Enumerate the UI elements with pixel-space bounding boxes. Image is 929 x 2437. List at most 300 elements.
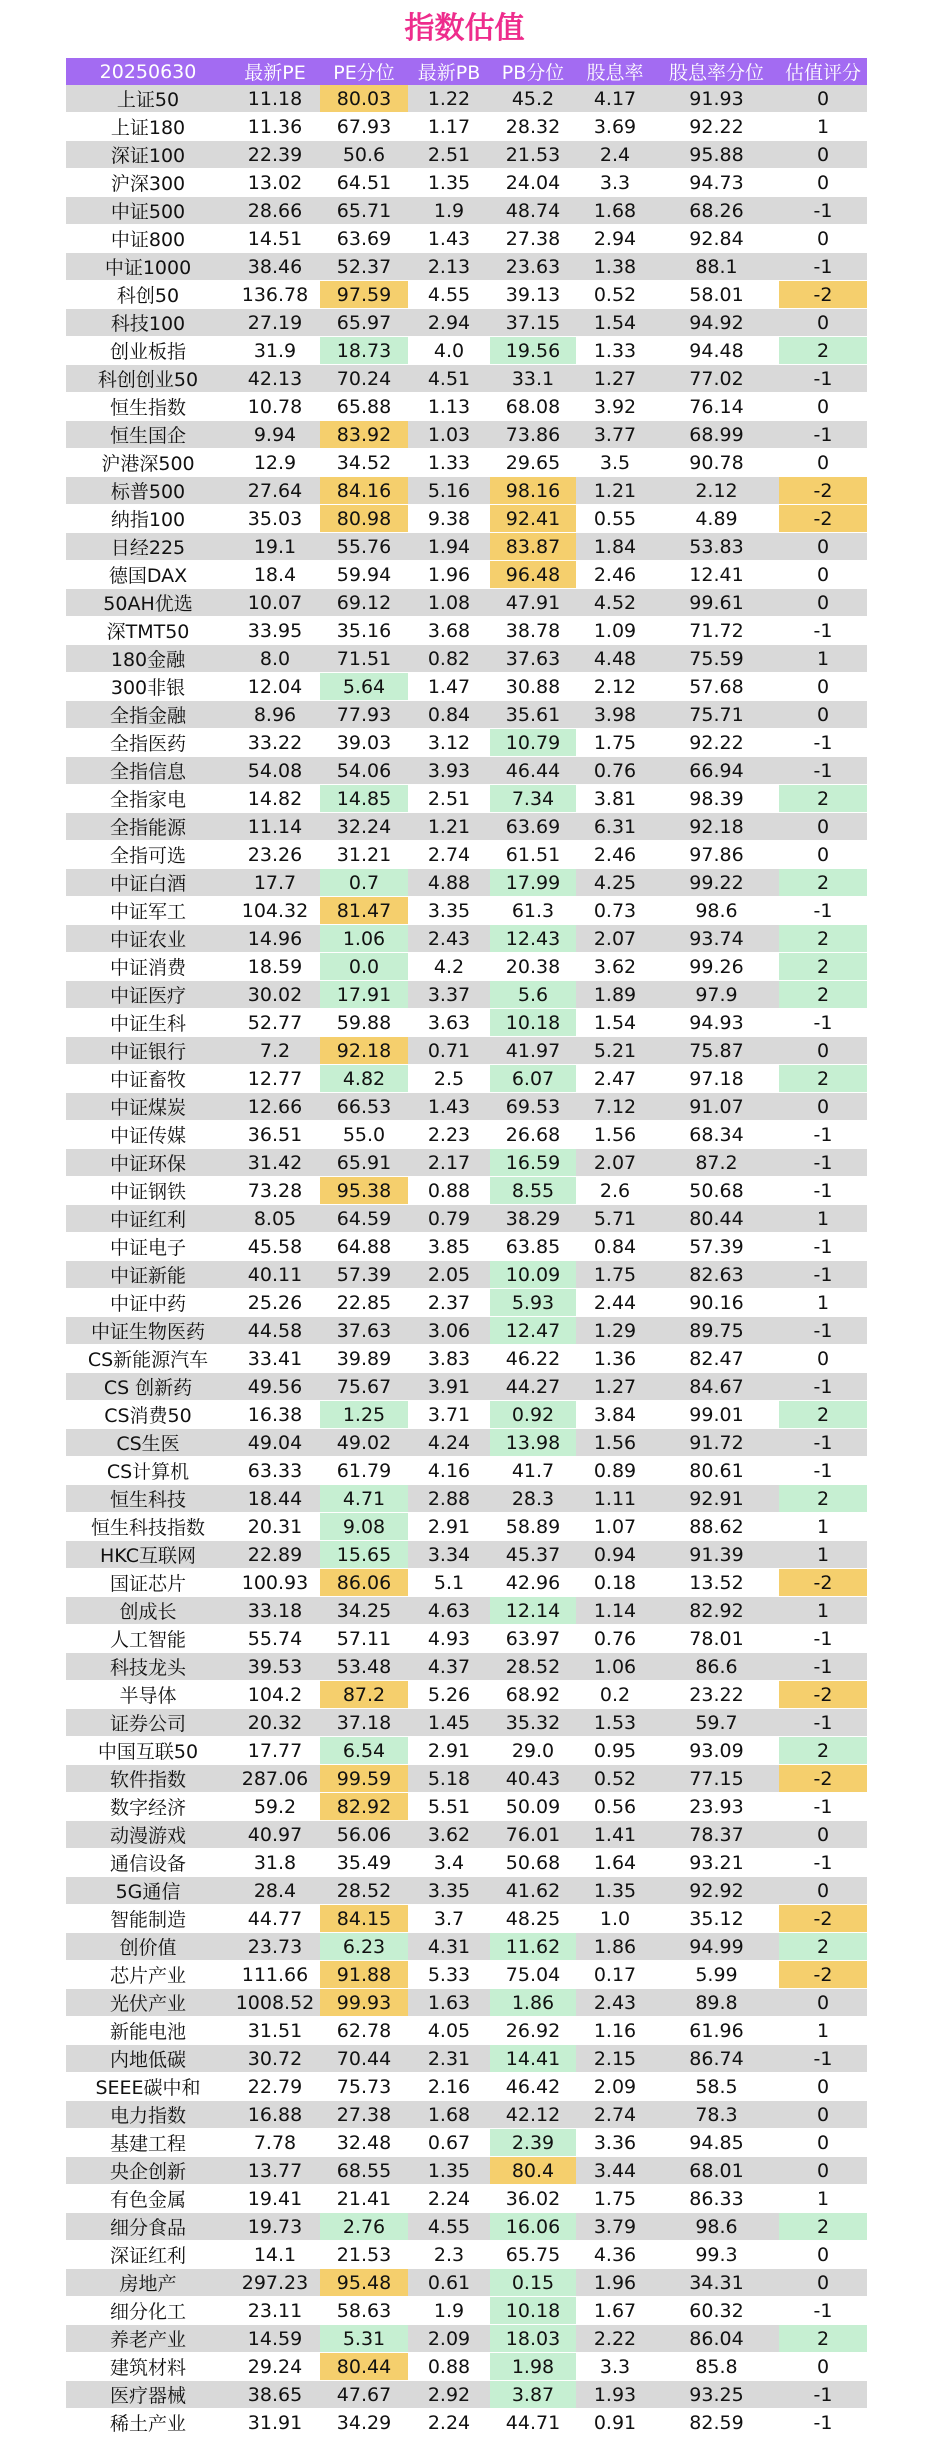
cell-dividend-percentile: 78.37 (654, 1821, 779, 1849)
cell-pe: 31.8 (230, 1849, 320, 1877)
table-row (66, 337, 867, 365)
cell-pb: 1.43 (408, 225, 490, 253)
cell-pe-percentile: 54.06 (320, 757, 408, 785)
cell-pe-percentile: 47.67 (320, 2381, 408, 2409)
cell-pb-percentile: 35.32 (490, 1709, 576, 1737)
cell-pe-percentile: 17.91 (320, 981, 408, 1009)
cell-dividend-yield: 1.14 (576, 1597, 654, 1625)
table-row (66, 1513, 867, 1541)
table-row (66, 2241, 867, 2269)
cell-valuation-score: 2 (779, 981, 867, 1009)
cell-valuation-score: 0 (779, 393, 867, 421)
cell-pb: 1.35 (408, 2157, 490, 2185)
cell-pe: 7.2 (230, 1037, 320, 1065)
cell-pb-percentile: 14.41 (490, 2045, 576, 2073)
cell-pb-percentile: 8.55 (490, 1177, 576, 1205)
cell-pb-percentile: 21.53 (490, 141, 576, 169)
cell-dividend-yield: 1.0 (576, 1905, 654, 1933)
cell-dividend-yield: 2.43 (576, 1989, 654, 2017)
cell-index-name: 人工智能 (66, 1625, 230, 1653)
cell-pb-percentile: 76.01 (490, 1821, 576, 1849)
table-row (66, 1037, 867, 1065)
cell-dividend-yield: 2.74 (576, 2101, 654, 2129)
cell-pe: 31.91 (230, 2409, 320, 2437)
cell-pb: 2.51 (408, 141, 490, 169)
cell-pe: 297.23 (230, 2269, 320, 2297)
cell-dividend-yield: 0.18 (576, 1569, 654, 1597)
cell-dividend-percentile: 86.6 (654, 1653, 779, 1681)
cell-valuation-score: 0 (779, 561, 867, 589)
cell-pe-percentile: 35.49 (320, 1849, 408, 1877)
cell-dividend-yield: 1.53 (576, 1709, 654, 1737)
cell-pe-percentile: 81.47 (320, 897, 408, 925)
cell-pe-percentile: 65.71 (320, 197, 408, 225)
cell-pe: 39.53 (230, 1653, 320, 1681)
cell-index-name: 中证电子 (66, 1233, 230, 1261)
cell-dividend-yield: 0.84 (576, 1233, 654, 1261)
cell-dividend-percentile: 78.3 (654, 2101, 779, 2129)
header-pb-percentile: PB分位 (490, 58, 576, 85)
table-row (66, 673, 867, 701)
cell-pe-percentile: 5.64 (320, 673, 408, 701)
cell-pb: 4.24 (408, 1429, 490, 1457)
table-row (66, 2017, 867, 2045)
cell-pb: 0.61 (408, 2269, 490, 2297)
cell-pb-percentile: 47.91 (490, 589, 576, 617)
cell-index-name: 中国互联50 (66, 1737, 230, 1765)
cell-index-name: 动漫游戏 (66, 1821, 230, 1849)
cell-dividend-percentile: 93.09 (654, 1737, 779, 1765)
cell-index-name: 稀土产业 (66, 2409, 230, 2437)
cell-pe: 9.94 (230, 421, 320, 449)
cell-pb-percentile: 28.52 (490, 1653, 576, 1681)
cell-pe-percentile: 57.39 (320, 1261, 408, 1289)
cell-pb-percentile: 40.43 (490, 1765, 576, 1793)
cell-valuation-score: 0 (779, 701, 867, 729)
cell-dividend-percentile: 94.99 (654, 1933, 779, 1961)
table-row (66, 1233, 867, 1261)
cell-pe-percentile: 39.89 (320, 1345, 408, 1373)
cell-valuation-score: -1 (779, 1653, 867, 1681)
table-row (66, 2045, 867, 2073)
table-row (66, 1345, 867, 1373)
cell-pb: 4.37 (408, 1653, 490, 1681)
cell-dividend-yield: 2.47 (576, 1065, 654, 1093)
cell-pb-percentile: 30.88 (490, 673, 576, 701)
cell-dividend-percentile: 23.22 (654, 1681, 779, 1709)
cell-pb: 0.88 (408, 1177, 490, 1205)
table-row (66, 729, 867, 757)
cell-pe-percentile: 80.03 (320, 85, 408, 113)
cell-dividend-yield: 0.17 (576, 1961, 654, 1989)
cell-pb: 1.17 (408, 113, 490, 141)
cell-dividend-percentile: 92.91 (654, 1485, 779, 1513)
table-row (66, 1625, 867, 1653)
cell-pe: 14.1 (230, 2241, 320, 2269)
cell-dividend-percentile: 80.61 (654, 1457, 779, 1485)
cell-pe: 17.77 (230, 1737, 320, 1765)
cell-pe-percentile: 52.37 (320, 253, 408, 281)
cell-valuation-score: 0 (779, 2269, 867, 2297)
cell-dividend-yield: 2.94 (576, 225, 654, 253)
cell-dividend-percentile: 80.44 (654, 1205, 779, 1233)
cell-pb: 3.4 (408, 1849, 490, 1877)
cell-valuation-score: -2 (779, 1961, 867, 1989)
cell-index-name: 中证钢铁 (66, 1177, 230, 1205)
header-pe-percentile: PE分位 (320, 58, 408, 85)
cell-pe-percentile: 14.85 (320, 785, 408, 813)
cell-index-name: 软件指数 (66, 1765, 230, 1793)
cell-index-name: SEEE碳中和 (66, 2073, 230, 2101)
cell-pe-percentile: 15.65 (320, 1541, 408, 1569)
cell-dividend-yield: 1.27 (576, 365, 654, 393)
cell-pb-percentile: 33.1 (490, 365, 576, 393)
cell-valuation-score: 2 (779, 1933, 867, 1961)
cell-pe-percentile: 63.69 (320, 225, 408, 253)
cell-pb: 2.37 (408, 1289, 490, 1317)
cell-valuation-score: -2 (779, 1905, 867, 1933)
cell-valuation-score: 0 (779, 2241, 867, 2269)
cell-pe-percentile: 2.76 (320, 2213, 408, 2241)
table-row (66, 869, 867, 897)
cell-pb: 3.35 (408, 897, 490, 925)
cell-pe-percentile: 99.59 (320, 1765, 408, 1793)
cell-pe-percentile: 65.88 (320, 393, 408, 421)
cell-pe: 10.07 (230, 589, 320, 617)
table-row (66, 197, 867, 225)
cell-pb-percentile: 44.71 (490, 2409, 576, 2437)
cell-pb: 0.71 (408, 1037, 490, 1065)
cell-index-name: 光伏产业 (66, 1989, 230, 2017)
cell-pb: 2.74 (408, 841, 490, 869)
cell-pe: 33.22 (230, 729, 320, 757)
cell-pb-percentile: 39.13 (490, 281, 576, 309)
table-row (66, 1905, 867, 1933)
cell-index-name: 上证180 (66, 113, 230, 141)
cell-pb: 4.51 (408, 365, 490, 393)
cell-pe-percentile: 4.82 (320, 1065, 408, 1093)
cell-index-name: 电力指数 (66, 2101, 230, 2129)
cell-pb: 0.88 (408, 2353, 490, 2381)
cell-index-name: 央企创新 (66, 2157, 230, 2185)
table-row (66, 1877, 867, 1905)
cell-pe: 38.46 (230, 253, 320, 281)
cell-pb-percentile: 46.42 (490, 2073, 576, 2101)
cell-dividend-percentile: 77.02 (654, 365, 779, 393)
cell-dividend-yield: 4.36 (576, 2241, 654, 2269)
cell-dividend-percentile: 99.61 (654, 589, 779, 617)
cell-pb: 1.9 (408, 197, 490, 225)
cell-pe: 63.33 (230, 1457, 320, 1485)
cell-valuation-score: 0 (779, 1345, 867, 1373)
cell-dividend-yield: 0.91 (576, 2409, 654, 2437)
cell-dividend-yield: 2.09 (576, 2073, 654, 2101)
cell-dividend-yield: 0.76 (576, 757, 654, 785)
cell-dividend-percentile: 91.93 (654, 85, 779, 113)
cell-index-name: 中证银行 (66, 1037, 230, 1065)
cell-dividend-yield: 2.12 (576, 673, 654, 701)
cell-valuation-score: 0 (779, 533, 867, 561)
cell-dividend-yield: 1.41 (576, 1821, 654, 1849)
cell-index-name: 中证环保 (66, 1149, 230, 1177)
cell-index-name: 国证芯片 (66, 1569, 230, 1597)
cell-pb: 0.79 (408, 1205, 490, 1233)
cell-pb: 4.63 (408, 1597, 490, 1625)
cell-pb: 4.93 (408, 1625, 490, 1653)
cell-dividend-percentile: 91.72 (654, 1429, 779, 1457)
cell-index-name: 沪深300 (66, 169, 230, 197)
cell-dividend-yield: 4.25 (576, 869, 654, 897)
cell-pb: 3.34 (408, 1541, 490, 1569)
table-row (66, 253, 867, 281)
cell-dividend-percentile: 87.2 (654, 1149, 779, 1177)
table-row (66, 2353, 867, 2381)
cell-index-name: 中证红利 (66, 1205, 230, 1233)
cell-index-name: 医疗器械 (66, 2381, 230, 2409)
cell-pb-percentile: 10.18 (490, 1009, 576, 1037)
cell-pb: 2.43 (408, 925, 490, 953)
table-row (66, 309, 867, 337)
cell-pb-percentile: 69.53 (490, 1093, 576, 1121)
cell-index-name: 养老产业 (66, 2325, 230, 2353)
cell-dividend-yield: 1.89 (576, 981, 654, 1009)
cell-pe: 111.66 (230, 1961, 320, 1989)
cell-pe-percentile: 28.52 (320, 1877, 408, 1905)
cell-pb-percentile: 83.87 (490, 533, 576, 561)
table-row (66, 2101, 867, 2129)
cell-dividend-percentile: 59.7 (654, 1709, 779, 1737)
table-row (66, 1429, 867, 1457)
cell-pb-percentile: 24.04 (490, 169, 576, 197)
cell-pe-percentile: 99.93 (320, 1989, 408, 2017)
cell-pb: 3.71 (408, 1401, 490, 1429)
cell-dividend-percentile: 88.62 (654, 1513, 779, 1541)
cell-pb: 3.12 (408, 729, 490, 757)
cell-pb: 3.91 (408, 1373, 490, 1401)
cell-index-name: 中证800 (66, 225, 230, 253)
cell-pe-percentile: 9.08 (320, 1513, 408, 1541)
cell-index-name: 内地低碳 (66, 2045, 230, 2073)
cell-dividend-yield: 0.52 (576, 281, 654, 309)
cell-pe-percentile: 65.91 (320, 1149, 408, 1177)
cell-pb-percentile: 45.37 (490, 1541, 576, 1569)
cell-pb-percentile: 28.3 (490, 1485, 576, 1513)
table-row (66, 533, 867, 561)
cell-pe-percentile: 53.48 (320, 1653, 408, 1681)
cell-pe-percentile: 37.63 (320, 1317, 408, 1345)
table-row (66, 897, 867, 925)
cell-pb-percentile: 16.59 (490, 1149, 576, 1177)
cell-valuation-score: 0 (779, 85, 867, 113)
cell-dividend-percentile: 94.73 (654, 169, 779, 197)
cell-dividend-percentile: 5.99 (654, 1961, 779, 1989)
cell-pb-percentile: 42.12 (490, 2101, 576, 2129)
cell-pe-percentile: 62.78 (320, 2017, 408, 2045)
cell-dividend-yield: 2.07 (576, 925, 654, 953)
cell-dividend-percentile: 94.92 (654, 309, 779, 337)
table-row (66, 2073, 867, 2101)
cell-pb: 1.33 (408, 449, 490, 477)
cell-index-name: 中证传媒 (66, 1121, 230, 1149)
cell-dividend-percentile: 76.14 (654, 393, 779, 421)
cell-index-name: 建筑材料 (66, 2353, 230, 2381)
cell-index-name: 智能制造 (66, 1905, 230, 1933)
table-row (66, 421, 867, 449)
table-row (66, 477, 867, 505)
cell-pe-percentile: 32.24 (320, 813, 408, 841)
cell-pb: 4.0 (408, 337, 490, 365)
cell-dividend-percentile: 66.94 (654, 757, 779, 785)
cell-valuation-score: -1 (779, 1457, 867, 1485)
cell-dividend-percentile: 58.01 (654, 281, 779, 309)
cell-dividend-percentile: 99.26 (654, 953, 779, 981)
cell-dividend-percentile: 90.78 (654, 449, 779, 477)
cell-dividend-yield: 0.73 (576, 897, 654, 925)
cell-dividend-percentile: 86.33 (654, 2185, 779, 2213)
cell-pe-percentile: 83.92 (320, 421, 408, 449)
cell-index-name: 标普500 (66, 477, 230, 505)
cell-valuation-score: -1 (779, 1793, 867, 1821)
cell-valuation-score: 0 (779, 1093, 867, 1121)
cell-valuation-score: -1 (779, 421, 867, 449)
cell-pe: 25.26 (230, 1289, 320, 1317)
cell-valuation-score: 0 (779, 1821, 867, 1849)
cell-pe: 19.41 (230, 2185, 320, 2213)
cell-pe: 20.31 (230, 1513, 320, 1541)
table-row (66, 1709, 867, 1737)
cell-pe-percentile: 57.11 (320, 1625, 408, 1653)
cell-index-name: 创价值 (66, 1933, 230, 1961)
table-row (66, 1793, 867, 1821)
table-row (66, 1121, 867, 1149)
cell-index-name: 中证中药 (66, 1289, 230, 1317)
cell-pe: 100.93 (230, 1569, 320, 1597)
cell-pe: 104.2 (230, 1681, 320, 1709)
cell-pe: 31.9 (230, 337, 320, 365)
cell-pb-percentile: 6.07 (490, 1065, 576, 1093)
cell-valuation-score: -2 (779, 1765, 867, 1793)
cell-valuation-score: -1 (779, 1261, 867, 1289)
table-row (66, 2381, 867, 2409)
table-row (66, 141, 867, 169)
cell-pb-percentile: 29.65 (490, 449, 576, 477)
cell-dividend-yield: 1.64 (576, 1849, 654, 1877)
cell-valuation-score: -2 (779, 477, 867, 505)
cell-dividend-yield: 3.79 (576, 2213, 654, 2241)
cell-dividend-yield: 3.44 (576, 2157, 654, 2185)
cell-dividend-percentile: 75.87 (654, 1037, 779, 1065)
cell-dividend-yield: 5.71 (576, 1205, 654, 1233)
cell-pe-percentile: 39.03 (320, 729, 408, 757)
table-row (66, 925, 867, 953)
cell-pb: 2.91 (408, 1513, 490, 1541)
cell-pb-percentile: 23.63 (490, 253, 576, 281)
table-row (66, 1289, 867, 1317)
cell-pe-percentile: 75.73 (320, 2073, 408, 2101)
cell-pe: 35.03 (230, 505, 320, 533)
valuation-table (66, 58, 867, 2437)
cell-pb-percentile: 12.47 (490, 1317, 576, 1345)
cell-index-name: 中证消费 (66, 953, 230, 981)
table-row (66, 645, 867, 673)
cell-dividend-yield: 1.16 (576, 2017, 654, 2045)
cell-dividend-percentile: 98.6 (654, 2213, 779, 2241)
cell-valuation-score: -1 (779, 1625, 867, 1653)
cell-pb-percentile: 3.87 (490, 2381, 576, 2409)
cell-pe: 22.39 (230, 141, 320, 169)
cell-pe: 14.96 (230, 925, 320, 953)
cell-index-name: 上证50 (66, 85, 230, 113)
cell-pb-percentile: 11.62 (490, 1933, 576, 1961)
cell-dividend-percentile: 89.8 (654, 1989, 779, 2017)
cell-dividend-yield: 1.09 (576, 617, 654, 645)
cell-valuation-score: 1 (779, 2185, 867, 2213)
table-row (66, 2129, 867, 2157)
cell-pb-percentile: 50.09 (490, 1793, 576, 1821)
table-row (66, 1317, 867, 1345)
cell-pb: 3.68 (408, 617, 490, 645)
cell-pe-percentile: 55.76 (320, 533, 408, 561)
cell-index-name: 数字经济 (66, 1793, 230, 1821)
cell-valuation-score: -1 (779, 1149, 867, 1177)
cell-pb: 4.55 (408, 281, 490, 309)
cell-valuation-score: -1 (779, 2045, 867, 2073)
cell-index-name: 半导体 (66, 1681, 230, 1709)
cell-index-name: 恒生指数 (66, 393, 230, 421)
cell-dividend-percentile: 92.22 (654, 729, 779, 757)
table-row (66, 1457, 867, 1485)
cell-pe-percentile: 64.51 (320, 169, 408, 197)
cell-pe-percentile: 84.16 (320, 477, 408, 505)
cell-dividend-yield: 0.94 (576, 1541, 654, 1569)
cell-valuation-score: -1 (779, 365, 867, 393)
cell-pb-percentile: 19.56 (490, 337, 576, 365)
cell-pe: 10.78 (230, 393, 320, 421)
cell-pb-percentile: 13.98 (490, 1429, 576, 1457)
cell-pe-percentile: 55.0 (320, 1121, 408, 1149)
cell-pe-percentile: 87.2 (320, 1681, 408, 1709)
cell-pe: 59.2 (230, 1793, 320, 1821)
cell-valuation-score: -1 (779, 1373, 867, 1401)
cell-pe: 11.14 (230, 813, 320, 841)
cell-valuation-score: 0 (779, 449, 867, 477)
cell-pe: 22.89 (230, 1541, 320, 1569)
cell-pe: 33.18 (230, 1597, 320, 1625)
cell-pb: 5.18 (408, 1765, 490, 1793)
table-row (66, 1821, 867, 1849)
cell-index-name: CS消费50 (66, 1401, 230, 1429)
cell-pb: 5.51 (408, 1793, 490, 1821)
cell-index-name: 恒生科技 (66, 1485, 230, 1513)
cell-valuation-score: 1 (779, 1541, 867, 1569)
cell-dividend-yield: 3.77 (576, 421, 654, 449)
cell-pe: 8.96 (230, 701, 320, 729)
cell-dividend-yield: 1.75 (576, 2185, 654, 2213)
cell-pb-percentile: 92.41 (490, 505, 576, 533)
cell-valuation-score: 2 (779, 953, 867, 981)
cell-pb-percentile: 41.62 (490, 1877, 576, 1905)
table-row (66, 169, 867, 197)
cell-pb-percentile: 5.93 (490, 1289, 576, 1317)
table-row (66, 1737, 867, 1765)
table-row (66, 2213, 867, 2241)
cell-index-name: 中证农业 (66, 925, 230, 953)
header-dividend-percentile: 股息率分位 (654, 58, 779, 85)
cell-dividend-percentile: 93.74 (654, 925, 779, 953)
cell-pb-percentile: 38.78 (490, 617, 576, 645)
table-row (66, 1401, 867, 1429)
table-row (66, 785, 867, 813)
